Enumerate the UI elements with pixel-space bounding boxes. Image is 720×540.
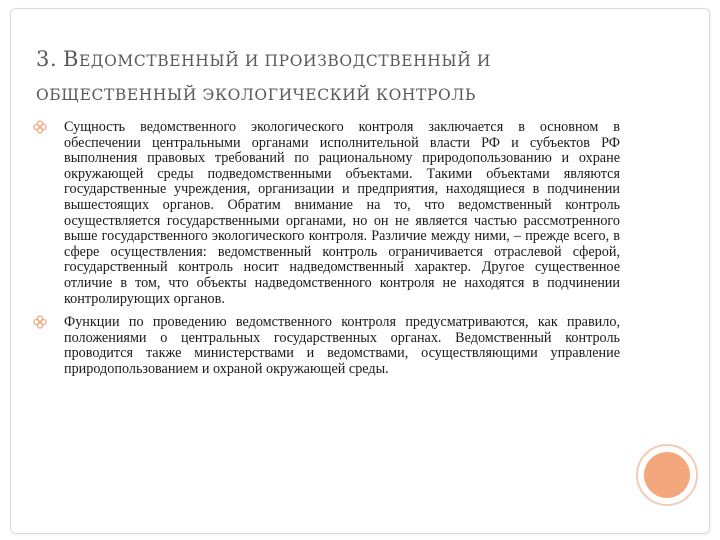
title-line-2: ОБЩЕСТВЕННЫЙ ЭКОЛОГИЧЕСКИЙ КОНТРОЛЬ <box>36 86 476 104</box>
orange-circle-icon <box>644 452 690 498</box>
bullet-text: Функции по проведению ведомственного контроля предусматриваются, как правило, положениями о центральных государственных органах. Ведомственный контроль проводится также министерствами и ведомствами, осуществляющими управление природопользованием и охраной окружающей среды. <box>64 314 620 377</box>
bullet-item <box>30 120 620 307</box>
bullet-list <box>30 120 620 378</box>
slide-title <box>36 42 656 112</box>
bullet-text: Сущность ведомственного экологического контроля заключается в основном в обеспечении центральными органами исполнительной власти РФ и субъектов РФ выполнения правовых требований по рациональному природопользованию и охране окружающей среды подведомственными объектами. Такими объектами являются государственные учреждения, организации и предприятия, находящиеся в подчинении вышестоящих органов. Обратим внимание на то, что ведомственный контроль осуществляется государственными органами, но он не является частью рассмотренного выше государственного экологического контроля. Различие между ними, – прежде всего, в сфере осуществления: ведомственный контроль ограничивается отраслевой сферой, государственный контроль носит надведомственный характер. Другое существенное отличие в том, что объекты надведомственного контроля не находятся в подчинении контролирующих органов. <box>64 119 620 307</box>
title-line-1-rest: ЕДОМСТВЕННЫЙ И ПРОИЗВОДСТВЕННЫЙ И <box>78 52 492 70</box>
bullet-item <box>30 315 620 377</box>
title-first-letter: В <box>62 47 79 71</box>
title-number: 3. <box>36 47 58 71</box>
title-line-1 <box>36 42 656 78</box>
four-petal-flower-icon <box>33 315 47 329</box>
four-petal-flower-icon <box>33 120 47 134</box>
